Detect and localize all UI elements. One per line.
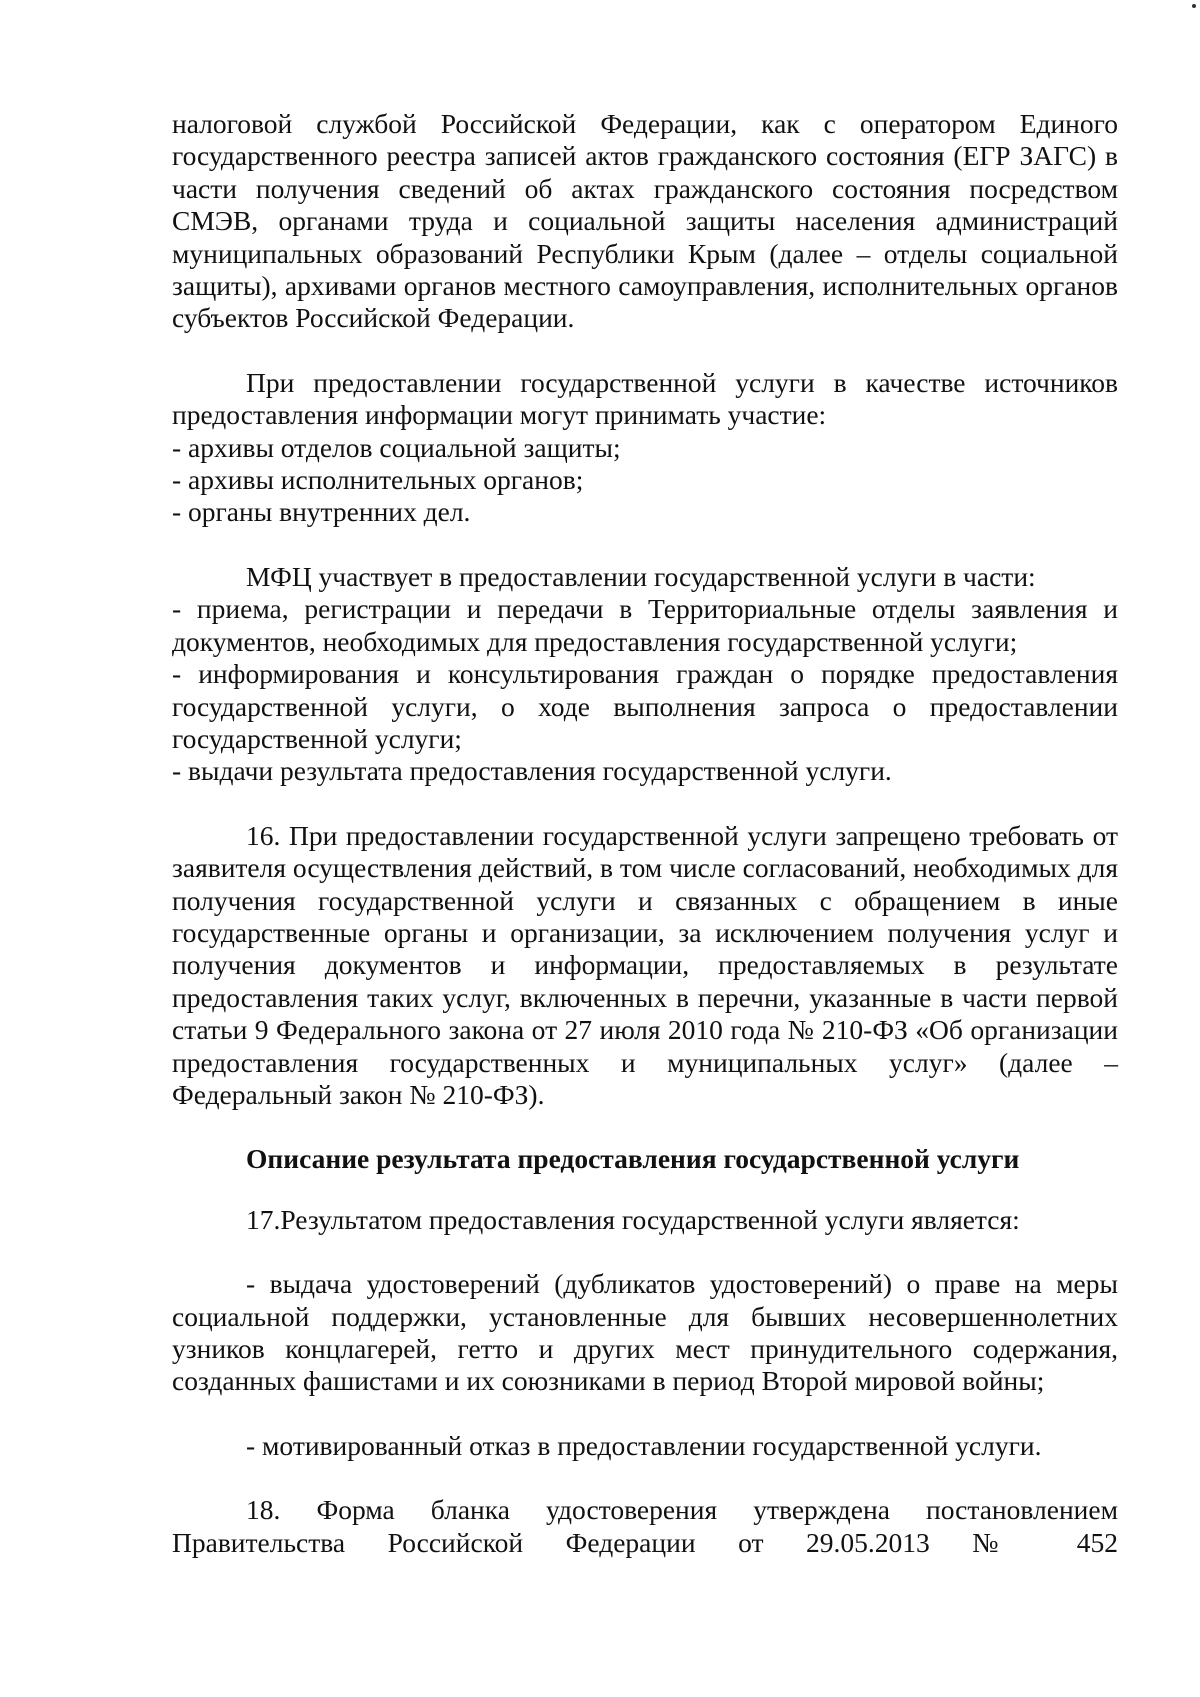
paragraph-agencies: налоговой службой Российской Федерации, как с оператором Единого государственного реестра записей актов гражданского состояния (ЕГР ЗАГС) в части получения сведений об актах гражданского состояния посредством СМЭВ, органами труда и социальной защиты населения администраций муниципальных образований Республики Крым (далее – отделы социальной защиты), архивами органов местного самоуправления, исполнительных органов субъектов Российской Федерации. xyxy=(172,108,1118,334)
result-item-refusal: - мотивированный отказ в предоставлении государственной услуги. xyxy=(246,1429,1042,1461)
list-item: - выдачи результата предоставления государственной услуги. xyxy=(172,755,892,787)
spacer xyxy=(172,1236,1118,1268)
scan-speck xyxy=(1192,4,1196,8)
list-item: - информирования и консультирования граждан о порядке предоставления государственной услуги, о ходе выполнения запроса о предоставлении государственной услуги; xyxy=(172,658,1118,754)
paragraph-mfc: МФЦ участвует в предоставлении государственной услуги в части: xyxy=(246,560,1036,592)
section-heading: Описание результата предоставления государственной услуги xyxy=(246,1143,1020,1175)
list-item: - приема, регистрации и передачи в Территориальные отделы заявления и документов, необходимых для предоставления государственной услуги; xyxy=(172,593,1118,657)
spacer xyxy=(172,1398,1118,1430)
list-item: - архивы исполнительных органов; xyxy=(172,464,584,496)
spacer xyxy=(172,1462,1118,1494)
spacer xyxy=(172,335,1118,367)
list-item: - органы внутренних дел. xyxy=(172,496,471,528)
spacer xyxy=(172,788,1118,820)
spacer xyxy=(172,1176,1118,1204)
list-item: - архивы отделов социальной защиты; xyxy=(172,431,621,463)
paragraph-information-sources: При предоставлении государственной услуги в качестве источников предоставления информации могут принимать участие: xyxy=(172,366,1118,431)
paragraph-17: 17.Результатом предоставления государственной услуги является: xyxy=(246,1203,1020,1235)
result-item-certificate: - выдача удостоверений (дубликатов удостоверений) о праве на меры социальной поддержки, установленные для бывших несовершеннолетних узников концлагерей, гетто и других мест принудительного содержания, созданных фашистами и их союзниками в период Второй мировой войны; xyxy=(172,1268,1118,1397)
paragraph-16: 16. При предоставлении государственной услуги запрещено требовать от заявителя осуществления действий, в том числе согласований, необходимых для получения государственной услуги и связанных с обращением в иные государственные органы и организации, за исключением получения услуг и получения документов и информации, предоставляемых в результате предоставления таких услуг, включенных в перечни, указанные в части первой статьи 9 Федерального закона от 27 июля 2010 года № 210-ФЗ «Об организации предоставления государственных и муниципальных услуг» (далее – Федеральный закон № 210-ФЗ). xyxy=(172,819,1118,1110)
spacer xyxy=(172,529,1118,561)
paragraph-18: 18. Форма бланка удостоверения утверждена постановлением Правительства Российской Федерации от 29.05.2013 № 452 xyxy=(172,1494,1118,1558)
document-body xyxy=(172,108,1118,1559)
spacer xyxy=(172,1111,1118,1143)
